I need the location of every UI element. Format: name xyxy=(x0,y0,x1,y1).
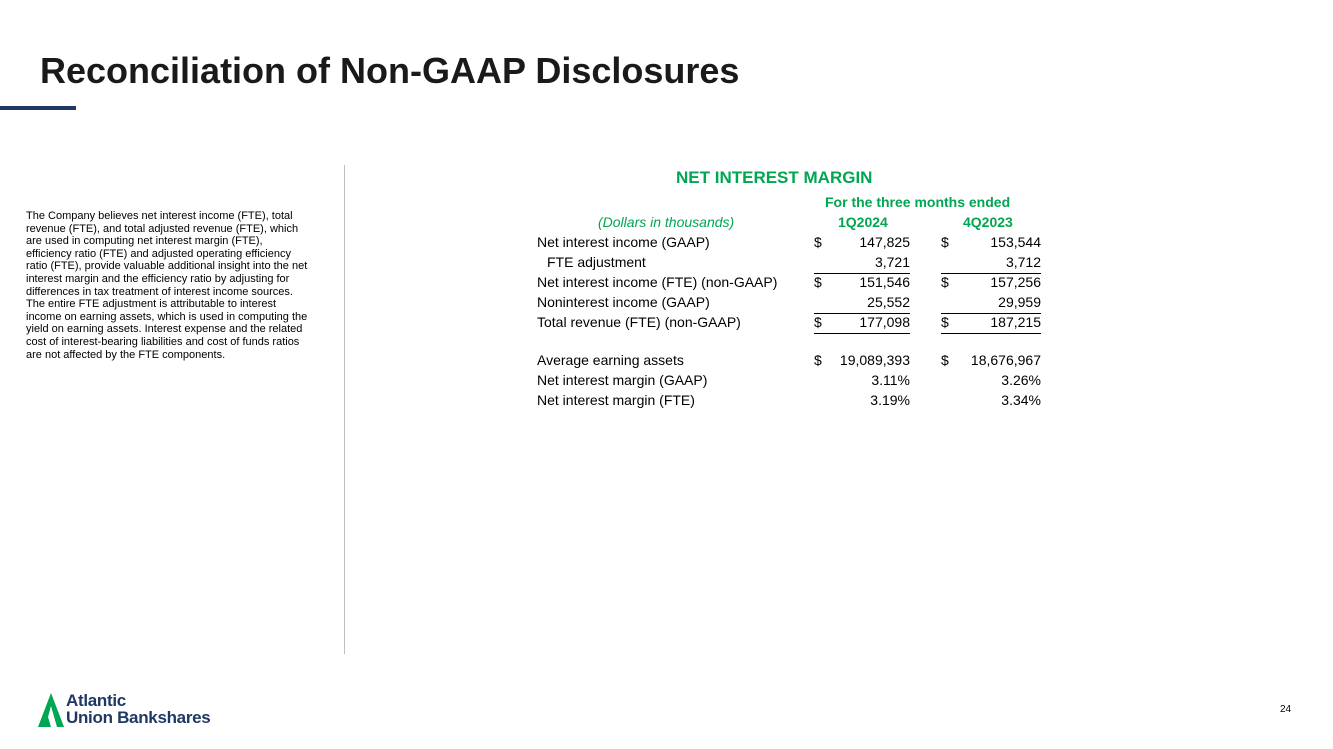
cell-value: 177,098 xyxy=(859,314,910,330)
page-number: 24 xyxy=(1280,704,1292,715)
cell-value: 3.26% xyxy=(1001,372,1041,388)
cell-value: 25,552 xyxy=(867,294,910,310)
cell-value: 3.34% xyxy=(1001,392,1041,408)
cell-4q2023 xyxy=(941,234,1041,253)
cell-4q2023 xyxy=(941,294,1041,314)
explanatory-note: The Company believes net interest income (FTE), total revenue (FTE), and total adjusted revenue (FTE), which are used in computing net interest margin (FTE), efficiency ratio (FTE) and adjusted operating efficiency ratio (FTE), provide valuable additional insight into the net interest margin and the efficiency ratio by adjusting for differences in tax treatment of interest income sources. The entire FTE adjustment is attributable to interest income on earning assets, which is used in computing the yield on earning assets. Interest expense and the related cost of interest-bearing liabilities and cost of funds ratios are not affected by the FTE components. xyxy=(26,210,308,361)
cell-1q2024 xyxy=(814,392,910,411)
logo-line-2: Union Bankshares xyxy=(66,708,211,727)
cell-4q2023 xyxy=(941,254,1041,274)
currency-symbol: $ xyxy=(814,234,822,250)
logo-wordmark xyxy=(66,692,210,726)
currency-symbol: $ xyxy=(814,314,822,330)
cell-value: 153,544 xyxy=(990,234,1041,250)
row-label: Net interest margin (GAAP) xyxy=(537,372,708,388)
cell-value: 187,215 xyxy=(990,314,1041,330)
currency-symbol: $ xyxy=(814,274,822,290)
units-note: (Dollars in thousands) xyxy=(598,214,735,230)
row-label: Net interest margin (FTE) xyxy=(537,392,695,408)
cell-value: 3.19% xyxy=(870,392,910,408)
cell-value: 151,546 xyxy=(859,274,910,290)
column-header-1q2024: 1Q2024 xyxy=(838,214,888,230)
row-label: Net interest income (FTE) (non-GAAP) xyxy=(537,274,778,290)
cell-4q2023 xyxy=(941,274,1041,293)
vertical-divider xyxy=(344,165,345,654)
cell-value: 29,959 xyxy=(998,294,1041,310)
cell-1q2024 xyxy=(814,352,910,371)
cell-1q2024 xyxy=(814,234,910,253)
row-label: FTE adjustment xyxy=(547,254,646,270)
row-label: Noninterest income (GAAP) xyxy=(537,294,710,310)
cell-1q2024 xyxy=(814,314,910,334)
cell-value: 147,825 xyxy=(859,234,910,250)
cell-value: 3,721 xyxy=(874,254,910,270)
cell-4q2023 xyxy=(941,392,1041,411)
currency-symbol: $ xyxy=(814,352,822,368)
period-header: For the three months ended xyxy=(825,194,1011,210)
cell-1q2024 xyxy=(814,372,910,391)
cell-value: 18,676,967 xyxy=(970,352,1041,368)
title-underline xyxy=(0,106,76,110)
cell-value: 3.11% xyxy=(871,372,910,388)
currency-symbol: $ xyxy=(941,274,949,290)
cell-4q2023 xyxy=(941,372,1041,391)
cell-1q2024 xyxy=(814,294,910,314)
company-logo xyxy=(38,692,268,730)
triangle-logo-icon xyxy=(38,692,66,728)
slide-title: Reconciliation of Non-GAAP Disclosures xyxy=(40,50,740,91)
currency-symbol: $ xyxy=(941,314,949,330)
table-title: NET INTEREST MARGIN xyxy=(676,168,873,187)
currency-symbol: $ xyxy=(941,352,949,368)
row-label: Net interest income (GAAP) xyxy=(537,234,710,250)
cell-1q2024 xyxy=(814,274,910,293)
cell-value: 3,712 xyxy=(1005,254,1041,270)
cell-1q2024 xyxy=(814,254,910,274)
logo-line-1: Atlantic xyxy=(66,691,126,710)
row-label: Average earning assets xyxy=(537,352,684,368)
currency-symbol: $ xyxy=(941,234,949,250)
cell-4q2023 xyxy=(941,314,1041,334)
cell-value: 157,256 xyxy=(990,274,1041,290)
cell-value: 19,089,393 xyxy=(839,352,910,368)
column-header-4q2023: 4Q2023 xyxy=(963,214,1013,230)
cell-4q2023 xyxy=(941,352,1041,371)
row-label: Total revenue (FTE) (non-GAAP) xyxy=(537,314,741,330)
